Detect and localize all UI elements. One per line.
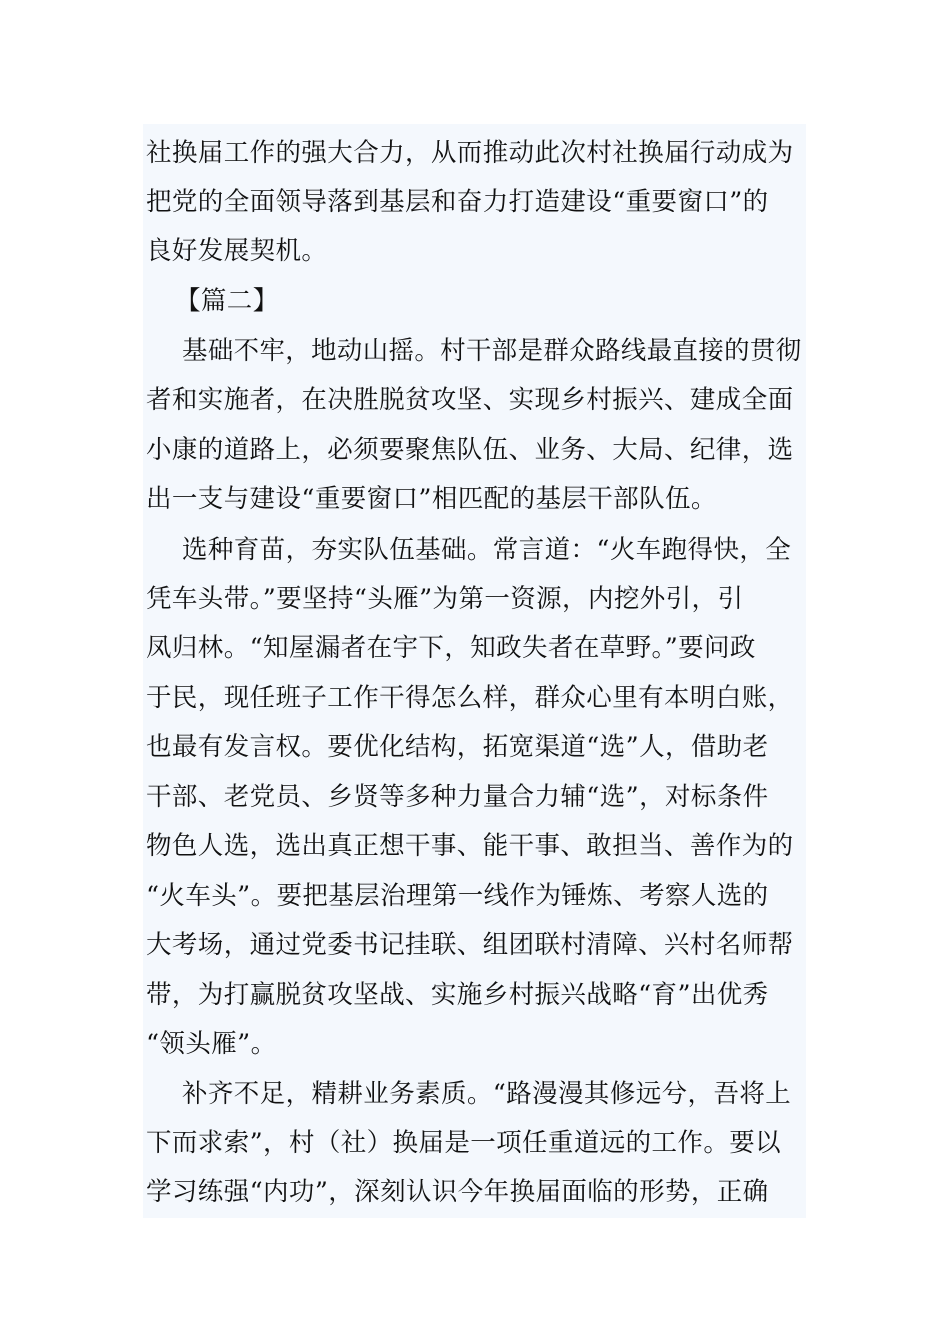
text-line: 大考场，通过党委书记挂联、组团联村清障、兴村名师帮 [146, 930, 794, 960]
text-line: “火车头”。要把基层治理第一线作为锤炼、考察人选的 [146, 881, 769, 911]
text-line: 选种育苗，夯实队伍基础。常言道：“火车跑得快，全 [182, 535, 792, 565]
document-text-block [143, 124, 806, 1218]
text-line: 者和实施者，在决胜脱贫攻坚、实现乡村振兴、建成全面 [146, 385, 794, 415]
section-heading: 【篇二】 [175, 286, 279, 316]
text-line: 把党的全面领导落到基层和奋力打造建设“重要窗口”的 [146, 187, 769, 217]
text-line: 学习练强“内功”，深刻认识今年换届面临的形势，正确 [146, 1177, 769, 1207]
text-line: 于民，现任班子工作干得怎么样，群众心里有本明白账， [146, 683, 794, 713]
text-line: 物色人选，选出真正想干事、能干事、敢担当、善作为的 [146, 831, 794, 861]
text-line: “领头雁”。 [146, 1029, 277, 1059]
text-line: 出一支与建设“重要窗口”相匹配的基层干部队伍。 [146, 484, 717, 514]
text-line: 小康的道路上，必须要聚焦队伍、业务、大局、纪律，选 [146, 435, 794, 465]
text-line: 干部、老党员、乡贤等多种力量合力辅“选”，对标条件 [146, 782, 769, 812]
text-line: 带，为打赢脱贫攻坚战、实施乡村振兴战略“育”出优秀 [146, 980, 769, 1010]
text-line: 也最有发言权。要优化结构，拓宽渠道“选”人，借助老 [146, 732, 769, 762]
text-line: 凭车头带。”要坚持“头雁”为第一资源，内挖外引，引 [146, 584, 744, 614]
text-line: 社换届工作的强大合力，从而推动此次村社换届行动成为 [146, 138, 794, 168]
text-line: 基础不牢，地动山摇。村干部是群众路线最直接的贯彻 [182, 336, 802, 366]
text-line: 良好发展契机。 [146, 236, 328, 266]
text-line: 补齐不足，精耕业务素质。“路漫漫其修远兮，吾将上 [182, 1079, 792, 1109]
text-line: 下而求索”，村（社）换届是一项任重道远的工作。要以 [146, 1128, 782, 1158]
text-line: 凤归林。“知屋漏者在宇下，知政失者在草野。”要问政 [146, 633, 756, 663]
